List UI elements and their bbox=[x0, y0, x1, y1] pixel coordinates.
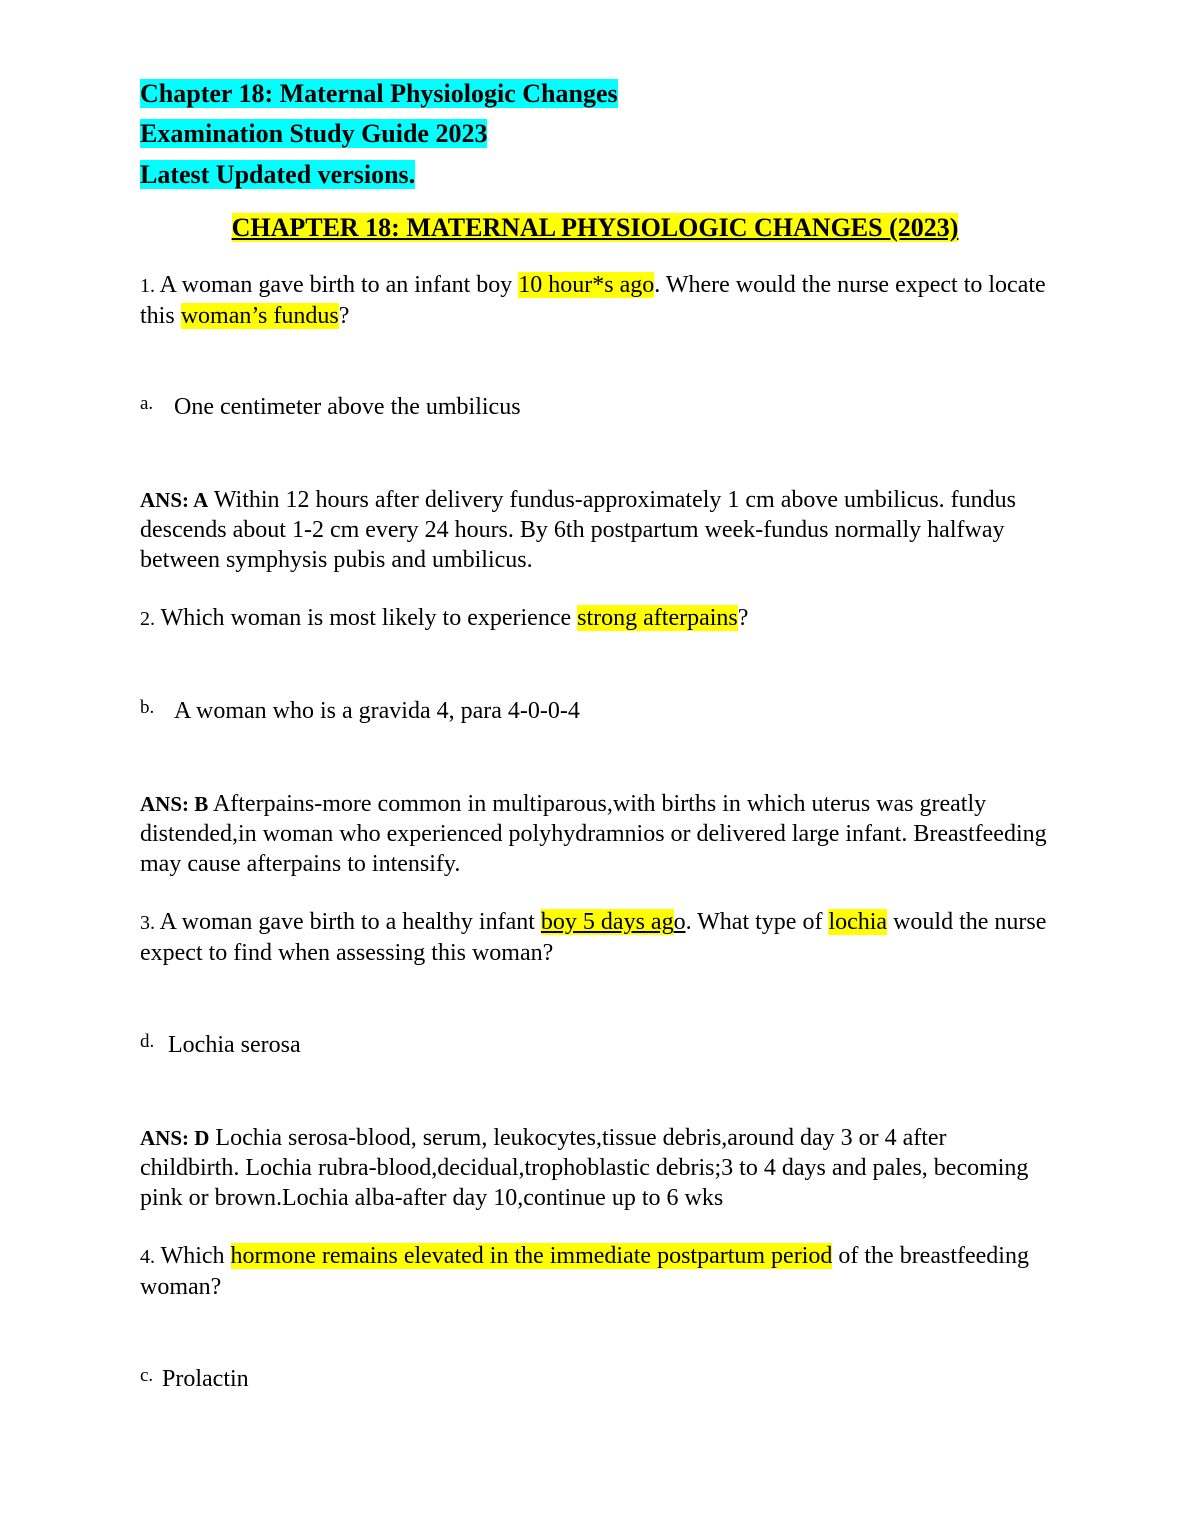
ans-label: ANS: D bbox=[140, 1126, 210, 1150]
question-4 bbox=[140, 1241, 1050, 1302]
question-text: ? bbox=[737, 605, 749, 631]
question-text: ? bbox=[338, 303, 350, 329]
option-text: Prolactin bbox=[162, 1366, 249, 1392]
question-text: . What type of bbox=[685, 909, 829, 935]
answer-option-1 bbox=[140, 392, 521, 424]
header-title-line-2 bbox=[140, 117, 487, 151]
header-title-text-1: Chapter 18: Maternal Physiologic Changes bbox=[140, 79, 618, 108]
question-2 bbox=[140, 603, 1050, 634]
option-letter: b. bbox=[140, 697, 155, 718]
question-highlight: lochia bbox=[828, 909, 888, 935]
question-text: A woman gave birth to a healthy infant bbox=[155, 909, 541, 935]
chapter-heading-text: CHAPTER 18: MATERNAL PHYSIOLOGIC CHANGES (2023) bbox=[231, 213, 959, 242]
option-text: One centimeter above the umbilicus bbox=[174, 394, 521, 420]
ans-label: ANS: A bbox=[140, 488, 209, 512]
header-title-line-3 bbox=[140, 158, 415, 192]
chapter-heading bbox=[0, 211, 1190, 245]
question-text: Which bbox=[155, 1243, 231, 1269]
question-number: 2. bbox=[140, 608, 155, 630]
question-text: Which woman is most likely to experience bbox=[155, 605, 578, 631]
ans-text: Within 12 hours after delivery fundus-approximately 1 cm above umbilicus. fundus descends about 1-2 cm every 24 hours. By 6th postpartum week-fundus normally halfway between symphysis pubis and umbilicus. bbox=[140, 487, 1017, 573]
question-highlight: woman’s fundus bbox=[180, 303, 339, 329]
question-number: 1. bbox=[140, 275, 155, 297]
question-highlight: 10 hour*s ago bbox=[518, 272, 655, 298]
question-highlight: boy 5 days ag bbox=[540, 909, 674, 935]
option-letter: d. bbox=[140, 1031, 155, 1052]
question-text: would the nurse expect to find when assessing this woman? bbox=[140, 909, 1047, 966]
question-3 bbox=[140, 907, 1050, 968]
question-highlight: hormone remains elevated in the immediate postpartum period bbox=[230, 1243, 833, 1269]
option-text: Lochia serosa bbox=[168, 1032, 301, 1058]
answer-explanation-2 bbox=[140, 789, 1050, 879]
header-title-text-3: Latest Updated versions. bbox=[140, 160, 416, 189]
ans-label: ANS: B bbox=[140, 792, 209, 816]
question-text: A woman gave birth to an infant boy bbox=[155, 272, 519, 298]
question-number: 4. bbox=[140, 1246, 155, 1268]
option-text: A woman who is a gravida 4, para 4-0-0-4 bbox=[174, 698, 580, 724]
answer-option-3 bbox=[140, 1030, 301, 1062]
header-title-line-1 bbox=[140, 77, 618, 111]
question-highlight: strong afterpains bbox=[577, 605, 738, 631]
option-letter: a. bbox=[140, 393, 154, 414]
ans-text: Lochia serosa-blood, serum, leukocytes,tissue debris,around day 3 or 4 after childbirth. Lochia rubra-blood,decidual,trophoblastic debris;3 to 4 days and pales, becoming pink or brown.Lochia alba-after day 10,continue up to 6 wks bbox=[140, 1125, 1029, 1211]
option-letter: c. bbox=[140, 1365, 154, 1386]
question-text: of the breastfeeding woman? bbox=[140, 1243, 1029, 1300]
answer-explanation-3 bbox=[140, 1123, 1050, 1213]
question-text: o bbox=[673, 909, 686, 935]
answer-option-2 bbox=[140, 696, 580, 728]
question-1 bbox=[140, 270, 1050, 331]
question-text: . Where would the nurse expect to locate this bbox=[140, 272, 1046, 329]
question-number: 3. bbox=[140, 912, 155, 934]
header-title-text-2: Examination Study Guide 2023 bbox=[140, 119, 488, 148]
answer-option-4 bbox=[140, 1364, 249, 1396]
ans-text: Afterpains-more common in multiparous,with births in which uterus was greatly distended,in woman who experienced polyhydramnios or delivered large infant. Breastfeeding may cause afterpains to intensify. bbox=[140, 791, 1047, 877]
answer-explanation-1 bbox=[140, 485, 1050, 575]
